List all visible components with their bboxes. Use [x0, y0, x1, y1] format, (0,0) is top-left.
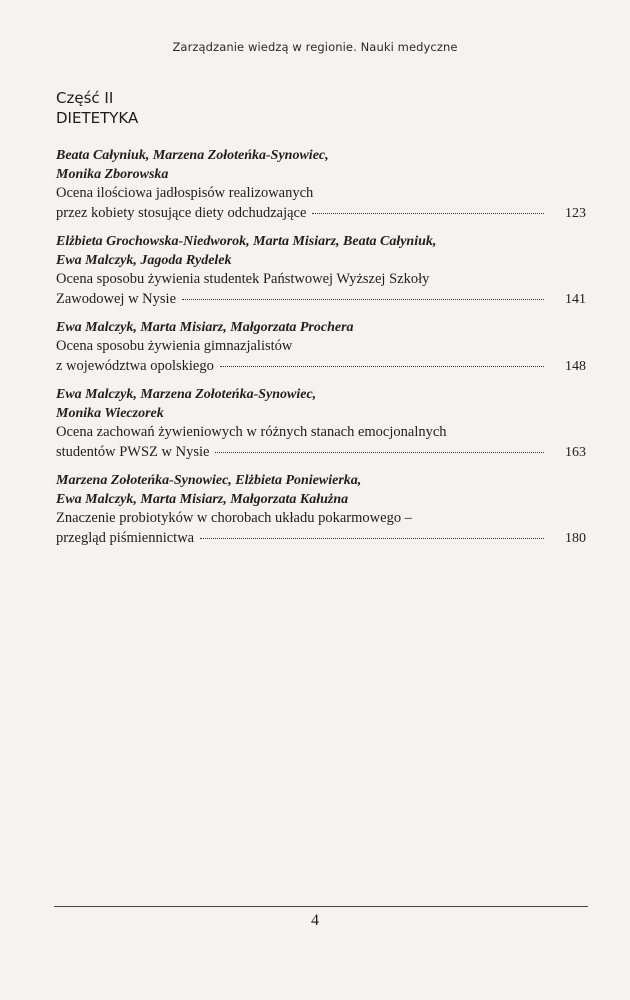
- entry-title-last-line: [56, 529, 586, 549]
- part-title: DIETETYKA: [56, 109, 139, 127]
- entry-title: Ocena zachowań żywieniowych w różnych stanach emocjonalnych: [56, 424, 447, 440]
- dot-leader: [200, 538, 544, 539]
- entry-title: Znaczenie probiotyków w chorobach układu pokarmowego –: [56, 510, 412, 526]
- dot-leader: [220, 366, 544, 367]
- dot-leader: [215, 452, 544, 453]
- entry-title: przez kobiety stosujące diety odchudzające: [56, 204, 307, 221]
- entry-title: studentów PWSZ w Nysie: [56, 443, 210, 460]
- toc-entry: [56, 471, 586, 548]
- dot-leader: [312, 213, 544, 214]
- entry-title-last-line: [56, 357, 586, 377]
- entry-title: Ocena sposobu żywienia studentek Państwowej Wyższej Szkoły: [56, 271, 430, 287]
- page-ref: 141: [565, 291, 586, 307]
- running-header: Zarządzanie wiedzą w regionie. Nauki medyczne: [172, 40, 458, 54]
- entry-authors: Beata Całyniuk, Marzena Zołoteńka-Synowiec,: [56, 148, 329, 163]
- page-number: 4: [311, 912, 319, 929]
- toc-entry: [56, 232, 586, 309]
- entry-title-last-line: [56, 443, 586, 463]
- page-ref: 163: [565, 444, 586, 460]
- page-ref: 180: [565, 530, 586, 546]
- entry-title-last-line: [56, 290, 586, 310]
- dot-leader: [182, 299, 544, 300]
- entry-title: Zawodowej w Nysie: [56, 290, 177, 307]
- entry-title: Ocena ilościowa jadłospisów realizowanych: [56, 185, 314, 201]
- entry-title: Ocena sposobu żywienia gimnazjalistów: [56, 338, 293, 354]
- entry-title-last-line: [56, 204, 586, 224]
- entry-authors: Ewa Malczyk, Marta Misiarz, Małgorzata Kałużna: [56, 492, 349, 507]
- entry-authors: Ewa Malczyk, Marta Misiarz, Małgorzata Prochera: [56, 320, 354, 335]
- page-ref: 148: [565, 358, 586, 374]
- toc-entry: [56, 385, 586, 462]
- entry-authors: Marzena Zołoteńka-Synowiec, Elżbieta Poniewierka,: [56, 473, 362, 488]
- entry-authors: Elżbieta Grochowska-Niedworok, Marta Misiarz, Beata Całyniuk,: [56, 234, 437, 249]
- table-of-contents: [56, 146, 586, 557]
- entry-authors: Monika Wieczorek: [56, 406, 164, 421]
- entry-authors: Monika Zborowska: [56, 167, 169, 182]
- toc-entry: [56, 146, 586, 223]
- entry-title: przegląd piśmiennictwa: [56, 529, 195, 546]
- entry-authors: Ewa Malczyk, Marzena Zołoteńka-Synowiec,: [56, 387, 317, 402]
- entry-authors: Ewa Malczyk, Jagoda Rydelek: [56, 253, 232, 268]
- part-number: Część II: [56, 89, 114, 107]
- toc-entry: [56, 318, 586, 376]
- entry-title: z województwa opolskiego: [56, 357, 214, 374]
- page-ref: 123: [565, 205, 586, 221]
- footer-rule: [54, 906, 588, 907]
- part-heading: [56, 88, 138, 128]
